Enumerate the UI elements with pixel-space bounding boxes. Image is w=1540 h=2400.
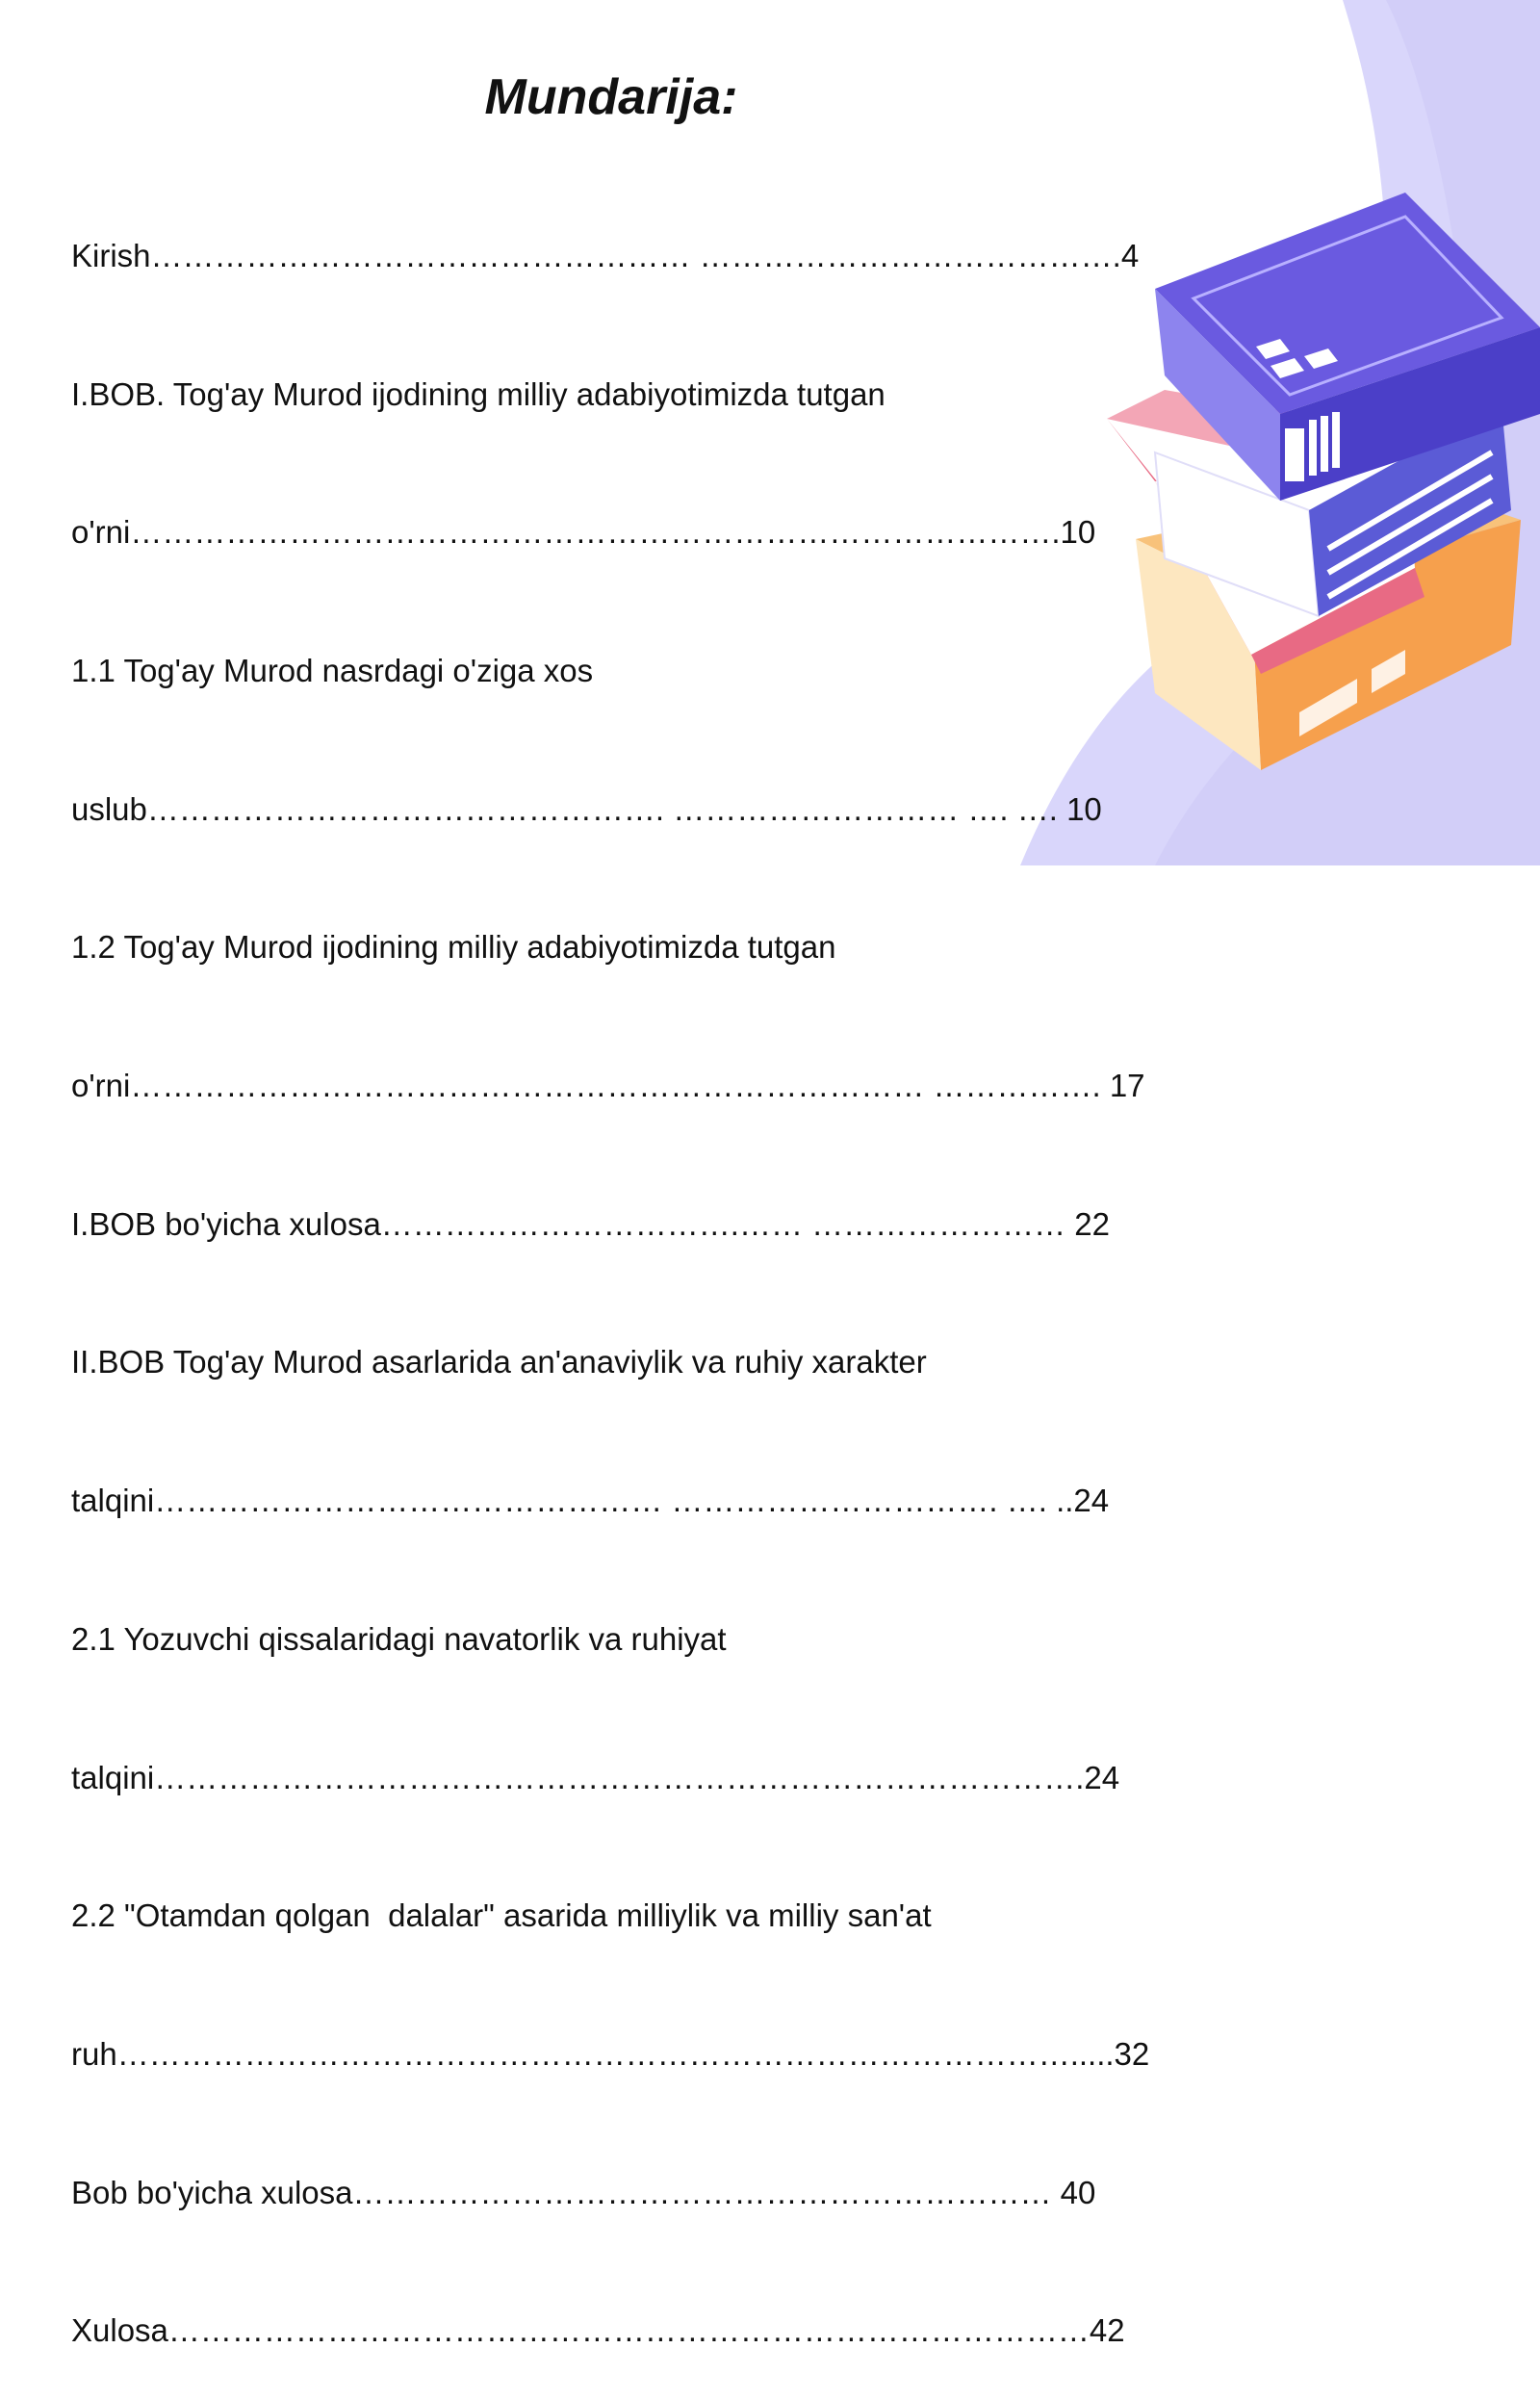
toc-line: Xulosa……………………………………………………………………………42 xyxy=(71,2312,1125,2349)
toc-line: 1.1 Tog'ay Murod nasrdagi o'ziga xos xyxy=(71,652,594,688)
toc-line: ruh……………………………………………………………………………….....32 xyxy=(71,2035,1150,2072)
toc-line: II.BOB Tog'ay Murod asarlarida an'anaviylik va ruhiy xarakter xyxy=(71,1344,927,1381)
toc-line: 2.2 "Otamdan qolgan dalalar" asarida milliylik va milliy san'at xyxy=(71,1897,932,1934)
toc-line: 1.2 Tog'ay Murod ijodining milliy adabiyotimizda tutgan xyxy=(71,929,836,966)
toc-line: uslub…………………………………………. ……………………… …. …. 10 xyxy=(71,790,1102,827)
toc-line: talqini………………………………………… …………………………. …. ..24 xyxy=(71,1483,1110,1519)
page-title: Mundarija: xyxy=(484,69,738,125)
toc-line: I.BOB. Tog'ay Murod ijodining milliy adabiyotimizda tutgan xyxy=(71,375,886,412)
toc-line: Kirish…………………………………………… ………………………………….4 xyxy=(71,237,1140,273)
toc-line: o'rni…………………………………………………………………………….10 xyxy=(71,514,1096,551)
toc-line: I.BOB bo'yicha xulosa…………………………….…… …………………… 22 xyxy=(71,1205,1111,1242)
toc-line: 2.1 Yozuvchi qissalaridagi navatorlik va ruhiyat xyxy=(71,1620,727,1657)
toc-line: Bob bo'yicha xulosa………………………………………………………… 40 xyxy=(71,2174,1096,2210)
table-of-contents xyxy=(71,141,1188,2400)
toc-line: o'rni………………………………………………………………… ……………. 17 xyxy=(71,1068,1145,1104)
toc-line: talqini…………………………………………………………………………….24 xyxy=(71,1759,1120,1795)
